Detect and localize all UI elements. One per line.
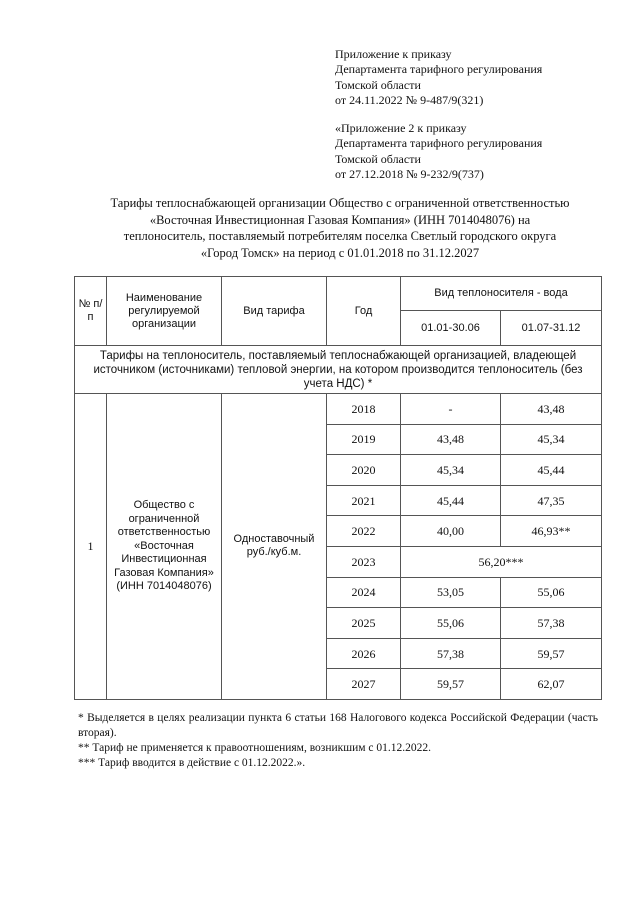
header-organization: Наименование регулируемой организации <box>107 277 222 346</box>
appendix-line: Департамента тарифного регулирования <box>335 136 543 151</box>
title-line: теплоноситель, поставляемый потребителям поселка Светлый городского округа <box>123 229 557 243</box>
tariff-table <box>74 276 602 700</box>
second-half-value: 55,06 <box>501 577 602 608</box>
second-half-value: 46,93** <box>501 516 602 547</box>
year-cell: 2022 <box>327 516 401 547</box>
row-number: 1 <box>75 394 107 700</box>
year-cell: 2026 <box>327 638 401 669</box>
year-cell: 2025 <box>327 608 401 639</box>
tariff-type: Одноставочный руб./куб.м. <box>222 394 327 700</box>
full-year-value: 56,20*** <box>401 546 602 577</box>
header-first-half: 01.01-30.06 <box>401 311 501 346</box>
header-coolant-water: Вид теплоносителя - вода <box>401 277 602 311</box>
organization-name: Общество с ограниченной ответственностью «Восточная Инвестиционная Газовая Компания» (ИНН 7014048076) <box>107 394 222 700</box>
appendix-line: Томской области <box>335 151 421 166</box>
document-title <box>60 195 620 261</box>
year-cell: 2019 <box>327 424 401 455</box>
first-half-value: 45,44 <box>401 485 501 516</box>
first-half-value: 40,00 <box>401 516 501 547</box>
header-tariff-type: Вид тарифа <box>222 277 327 346</box>
second-half-value: 47,35 <box>501 485 602 516</box>
footnote-not-applied: ** Тариф не применяется к правоотношениям, возникшим с 01.12.2022. <box>78 742 431 754</box>
first-half-value: 55,06 <box>401 608 501 639</box>
first-half-value: - <box>401 394 501 425</box>
second-half-value: 43,48 <box>501 394 602 425</box>
first-half-value: 45,34 <box>401 455 501 486</box>
second-half-value: 62,07 <box>501 669 602 700</box>
footnotes <box>78 711 598 771</box>
table-row <box>75 394 602 425</box>
second-half-value: 45,34 <box>501 424 602 455</box>
appendix-line: Приложение к приказу <box>335 47 452 61</box>
first-half-value: 43,48 <box>401 424 501 455</box>
title-line: «Восточная Инвестиционная Газовая Компания» (ИНН 7014048076) на <box>149 212 531 227</box>
first-half-value: 57,38 <box>401 638 501 669</box>
footnote-vat: * Выделяется в целях реализации пункта 6 статьи 168 Налогового кодекса Российской Федерации (часть вторая). <box>78 712 598 739</box>
first-half-value: 53,05 <box>401 577 501 608</box>
appendix-line: от 27.12.2018 № 9-232/9(737) <box>335 166 484 181</box>
year-cell: 2020 <box>327 455 401 486</box>
header-second-half: 01.07-31.12 <box>501 311 602 346</box>
appendix-header-original <box>335 121 542 182</box>
first-half-value: 59,57 <box>401 669 501 700</box>
second-half-value: 59,57 <box>501 638 602 669</box>
year-cell: 2018 <box>327 394 401 425</box>
title-line: Тарифы теплоснабжающей организации Общество с ограниченной ответственностью <box>110 196 570 210</box>
title-line: «Город Томск» на период с 01.01.2018 по 31.12.2027 <box>200 245 480 260</box>
year-cell: 2021 <box>327 485 401 516</box>
header-year: Год <box>327 277 401 346</box>
header-number: № п/п <box>75 277 107 346</box>
year-cell: 2024 <box>327 577 401 608</box>
appendix-line: Департамента тарифного регулирования <box>335 62 543 77</box>
appendix-line: Томской области <box>335 77 421 92</box>
year-cell: 2023 <box>327 546 401 577</box>
footnote-effective-date: *** Тариф вводится в действие с 01.12.2022.». <box>78 757 306 769</box>
appendix-header-current <box>335 47 542 108</box>
second-half-value: 57,38 <box>501 608 602 639</box>
second-half-value: 45,44 <box>501 455 602 486</box>
section-header: Тарифы на теплоноситель, поставляемый теплоснабжающей организацией, владеющей источником (источниками) тепловой энергии, на котором производится теплоноситель (без учета НДС) * <box>75 346 602 394</box>
appendix-line: «Приложение 2 к приказу <box>335 121 467 135</box>
appendix-line: от 24.11.2022 № 9-487/9(321) <box>335 92 484 107</box>
year-cell: 2027 <box>327 669 401 700</box>
